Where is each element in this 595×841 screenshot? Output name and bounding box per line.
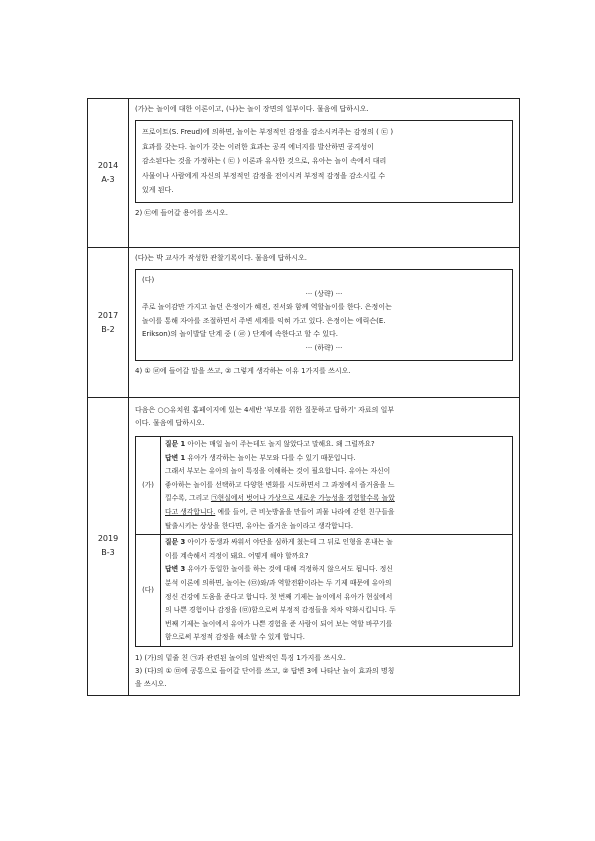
content-cell — [129, 248, 519, 397]
year-cell — [88, 398, 129, 695]
answer-heading: 답변 1 — [165, 453, 186, 462]
question: 을 쓰시오. — [135, 679, 167, 688]
box-line: Erikson)의 놀이발달 단계 중 ( ㉣ ) 단계에 속한다고 할 수 있다. — [142, 330, 339, 339]
prompt: (가)는 놀이에 대한 이론이고, (나)는 놀이 장면의 일부이다. 물음에 답하시오. — [135, 105, 369, 113]
row-2014 — [88, 99, 519, 248]
underlined-passage-end: 다고 생각합니다. — [165, 507, 216, 516]
content-cell — [129, 99, 519, 247]
year: 2014 — [97, 161, 119, 170]
year: 2019 — [97, 534, 119, 544]
question: 1) (가)의 밑줄 친 ㉠과 관련된 놀이의 일반적인 특징 1가지를 쓰시오. — [135, 653, 346, 662]
item-code: B-3 — [101, 548, 115, 558]
answer-text: 유아가 생각하는 놀이는 부모와 다를 수 있기 때문입니다. — [185, 453, 356, 462]
theory-box — [135, 120, 513, 203]
question: 4) ① ㉣에 들어갈 말을 쓰고, ② 그렇게 생각하는 이유 1가지를 쓰시오. — [135, 366, 351, 375]
year-cell — [88, 99, 129, 247]
exam-table — [87, 98, 520, 696]
body-line: 그래서 부모는 유아의 놀이 특징을 이해하는 것이 필요합니다. 유아는 자신이 — [165, 467, 391, 476]
item-code: B-2 — [101, 324, 115, 334]
body-line: 낄수록, 그리고 — [165, 494, 211, 503]
qa-row-ga — [136, 437, 513, 535]
box-line: 있게 된다. — [142, 186, 174, 194]
answer-heading: 답변 3 — [165, 565, 186, 574]
box-line: 사물이나 사람에게 자신의 부정적인 감정을 전이시켜 부정적 감정을 감소시킬 수 — [142, 171, 386, 180]
year: 2017 — [97, 310, 119, 320]
body-line: 분석 이론에 의하면, 놀이는 (㉤)와/과 역할전환이라는 두 기제 때문에 유아의 — [165, 578, 392, 587]
body-line: 정신 건강에 도움을 준다고 합니다. 첫 번째 기제는 놀이에서 유아가 현실에서 — [165, 592, 393, 601]
prompt: (다)는 박 교사가 작성한 관찰기록이다. 물음에 답하시오. — [135, 254, 308, 262]
box-line: 효과를 갖는다. 놀이가 갖는 이러한 효과는 공격 에너지를 발산하면 공격성이 — [142, 142, 374, 151]
box-line: 프로이트(S. Freud)에 의하면, 놀이는 부정적인 감정을 감소시켜주는 감정의 ( ㉢ ) — [142, 128, 394, 136]
qa-content — [161, 535, 513, 647]
body-line: 좋아하는 놀이를 선택하고 다양한 변화를 시도하면서 그 과정에서 즐거움을 느 — [165, 480, 395, 489]
row-2019 — [88, 398, 519, 695]
item-code: A-3 — [101, 175, 115, 184]
box-line: 감소된다는 것을 가정하는 ( ㉢ ) 이론과 유사한 것으로, 유아는 놀이 속에서 대리 — [142, 157, 387, 165]
year-cell — [88, 248, 129, 397]
omitted-above: ··· (상략) ··· — [305, 289, 343, 298]
qa-label: (가) — [136, 437, 161, 535]
qa-content — [161, 437, 513, 535]
question: 2) ㉢에 들어갈 용어를 쓰시오. — [135, 208, 228, 217]
body-line: 탈출시키는 상상을 한다면, 유아는 즐거운 놀이라고 생각합니다. — [165, 521, 353, 530]
body-line: 번째 기제는 놀이에서 유아가 나쁜 경험을 준 사람이 되어 보는 역할 바꾸기를 — [165, 619, 393, 628]
question-heading: 질문 3 — [165, 538, 186, 547]
content-cell — [129, 398, 519, 695]
box-label: (다) — [142, 276, 155, 284]
body-line: 함으로써 부정적 감정을 해소할 수 있게 합니다. — [165, 633, 305, 642]
answer-text: 유아가 동일한 놀이를 하는 것에 대해 걱정하지 않으셔도 됩니다. 정신 — [185, 565, 393, 574]
underlined-passage: ㉠현실에서 벗어나 가상으로 새로운 가능성을 경험할수록 놀았 — [210, 494, 395, 503]
row-2017 — [88, 248, 519, 398]
question-text: 아이는 매일 놀이 주는데도 놀지 않았다고 말해요. 왜 그럴까요? — [185, 440, 375, 448]
qa-table — [135, 436, 513, 647]
body-line: 의 나쁜 경험이나 감정을 (㉤)함으로써 부정적 감정들을 차차 약화시킵니다. 두 — [165, 606, 396, 615]
question-text: 아이가 동생과 싸워서 야단을 심하게 쳤는데 그 뒤로 인형을 혼내는 놀 — [185, 538, 393, 547]
question-text: 이를 계속해서 걱정이 돼요. 어떻게 해야 할까요? — [165, 551, 309, 560]
observation-box — [135, 269, 513, 361]
box-line: 놀이를 통해 자아를 조절하면서 주변 세계를 익혀 가고 있다. 은정이는 에릭슨(E. — [142, 316, 386, 325]
box-line: 주로 놀이감만 가지고 놀던 은정이가 혜진, 진서와 함께 역할놀이를 한다. 은정이는 — [142, 303, 392, 312]
body-line: 예를 들어, 큰 비눗방울을 만들어 괴물 나라에 갇힌 친구들을 — [215, 507, 395, 516]
qa-label: (다) — [136, 535, 161, 647]
question-heading: 질문 1 — [165, 440, 186, 448]
omitted-below: ··· (하략) ··· — [305, 343, 343, 352]
prompt-line: 다음은 ○○유치원 홈페이지에 있는 4세반 '부모를 위한 질문하고 답하기' 자료의 일부 — [135, 406, 395, 414]
prompt-line: 이다. 물음에 답하시오. — [135, 419, 205, 427]
question: 3) (다)의 ① ㉤에 공통으로 들어갈 단어를 쓰고, ② 답변 3에 나타난 놀이 효과의 명칭 — [135, 666, 395, 675]
qa-row-da — [136, 535, 513, 647]
